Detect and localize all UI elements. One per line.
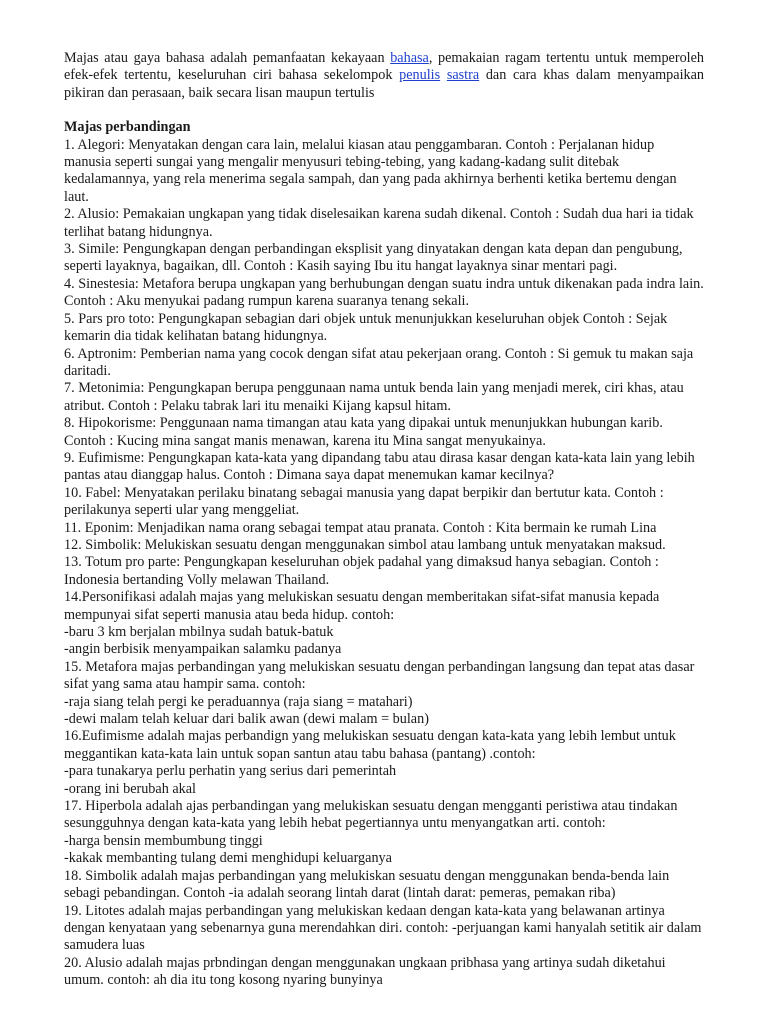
list-item: -orang ini berubah akal (64, 780, 196, 797)
list-item: 9. Eufimisme: Pengungkapan kata-kata yang dipandang tabu atau dirasa kasar dengan kata-kata lain yang lebih pantas atau dianggap halus. Contoh : Dimana saya dapat menemukan kamar kecilnya? (64, 449, 695, 484)
link-penulis[interactable]: penulis (399, 67, 441, 84)
list-item: 19. Litotes adalah majas perbandingan yang melukiskan kedaan dengan kata-kata yang belawanan artinya dengan kenyataan yang sebenarnya guna merendahkan diri. contoh: -perjuangan kami hanyalah setitik air dalam samudera luas (64, 902, 702, 954)
list-item: 15. Metafora majas perbandingan yang melukiskan sesuatu dengan perbandingan langsung dan tepat atas dasar sifat yang sama atau hampir sama. contoh: (64, 658, 695, 693)
list-item: 8. Hipokorisme: Penggunaan nama timangan atau kata yang dipakai untuk menunjukkan hubungan karib. Contoh : Kucing mina sangat manis menawan, karena itu Mina sangat menyukainya. (64, 415, 663, 449)
list-item: -dewi malam telah keluar dari balik awan (dewi malam = bulan) (64, 711, 429, 728)
majas-list (64, 137, 704, 990)
list-item: 6. Aptronim: Pemberian nama yang cocok dengan sifat atau pekerjaan orang. Contoh : Si gemuk tu makan saja daritadi. (64, 345, 694, 379)
list-item: 7. Metonimia: Pengungkapan berupa penggunaan nama untuk benda lain yang menjadi merek, ciri khas, atau atribut. Contoh : Pelaku tabrak lari itu menaiki Kijang kapsul hitam. (64, 380, 684, 414)
link-bahasa[interactable]: bahasa (390, 50, 429, 66)
list-item: -angin berbisik menyampaikan salamku padanya (64, 641, 342, 658)
intro-paragraph (64, 50, 704, 102)
list-item: 11. Eponim: Menjadikan nama orang sebagai tempat atau pranata. Contoh : Kita bermain ke rumah Lina (64, 519, 657, 536)
intro-text-4: dan cara khas dalam menyampaikan pikiran dan perasaan, baik secara lisan maupun tertulis (64, 67, 704, 101)
list-item: 16.Eufimisme adalah majas perbandign yang melukiskan sesuatu dengan kata-kata yang lebih lembut untuk meggantikan kata-kata lain untuk sopan santun atau tabu bahasa (pantang) .contoh: (64, 728, 676, 762)
intro-text-2: , pemakaian ragam tertentu untuk memperoleh efek-efek tertentu, keseluruhan ciri bahasa sekelompok (64, 50, 704, 84)
list-item: -para tunakarya perlu perhatin yang serius dari pemerintah (64, 763, 397, 780)
intro-text-3 (440, 67, 447, 83)
list-item: 5. Pars pro toto: Pengungkapan sebagian dari objek untuk menunjukkan keseluruhan objek Contoh : Sejak kemarin dia tidak kelihatan batang hidungnya. (64, 310, 668, 345)
list-item: 13. Totum pro parte: Pengungkapan keseluruhan objek padahal yang dimaksud hanya sebagian. Contoh : Indonesia bertanding Volly melawan Thailand. (64, 554, 659, 588)
list-item: -baru 3 km berjalan mbilnya sudah batuk-batuk (64, 624, 334, 640)
list-item: -raja siang telah pergi ke peraduannya (raja siang = matahari) (64, 693, 413, 710)
section-heading: Majas perbandingan (64, 119, 191, 136)
list-item: 10. Fabel: Menyatakan perilaku binatang sebagai manusia yang dapat berpikir dan bertutur kata. Contoh : perilakunya seperti ular yang menggeliat. (64, 484, 664, 519)
list-item: 4. Sinestesia: Metafora berupa ungkapan yang berhubungan dengan suatu indra untuk dikenakan pada indra lain. Contoh : Aku menyukai padang rumpun karena suaranya tenang sekali. (64, 275, 704, 310)
list-item: 1. Alegori: Menyatakan dengan cara lain, melalui kiasan atau penggambaran. Contoh : Perjalanan hidup manusia seperti sungai yang mengalir menyusuri tebing-tebing, yang kadang-kadang sulit ditebak kedalamannya, yang rela menerima segala sampah, dan yang pada akhirnya berhenti ketika bertemu dengan laut. (64, 136, 677, 205)
link-sastra[interactable]: sastra (446, 67, 480, 84)
list-item: 20. Alusio adalah majas prbndingan dengan menggunakan ungkaan pribhasa yang artinya sudah diketahui umum. contoh: ah dia itu tong kosong nyaring bunyinya (64, 954, 666, 989)
list-item: 12. Simbolik: Melukiskan sesuatu dengan menggunakan simbol atau lambang untuk menyatakan maksud. (64, 536, 666, 553)
list-item: 2. Alusio: Pemakaian ungkapan yang tidak diselesaikan karena sudah dikenal. Contoh : Sudah dua hari ia tidak terlihat batang hidungnya. (64, 206, 694, 240)
list-item: 14.Personifikasi adalah majas yang melukiskan sesuatu dengan memberitakan sifat-sifat manusia kepada mempunyai sifat seperti manusia atau beda hidup. contoh: (64, 589, 660, 623)
list-item: 3. Simile: Pengungkapan dengan perbandingan eksplisit yang dinyatakan dengan kata depan dan pengubung, seperti layaknya, bagaikan, dll. Contoh : Kasih saying Ibu itu hangat layaknya sinar mentari pagi. (64, 241, 683, 275)
list-item: -harga bensin membumbung tinggi (64, 832, 263, 849)
list-item: 18. Simbolik adalah majas perbandingan yang melukiskan sesuatu dengan menggunakan benda-benda lain sebagi pebandingan. Contoh -ia adalah seorang lintah darat (lintah darat: pemeras, pemakan riba) (64, 867, 670, 902)
list-item: 17. Hiperbola adalah ajas perbandingan yang melukiskan sesuatu dengan mengganti peristiwa atau tindakan sesungguhnya dengan kata-kata yang lebih hebat pegertiannya untu menyangatkan arti. contoh: (64, 798, 678, 832)
intro-text-1: Majas atau gaya bahasa adalah pemanfaatan kekayaan (64, 50, 391, 66)
list-item: -kakak membanting tulang demi menghidupi keluarganya (64, 850, 392, 867)
